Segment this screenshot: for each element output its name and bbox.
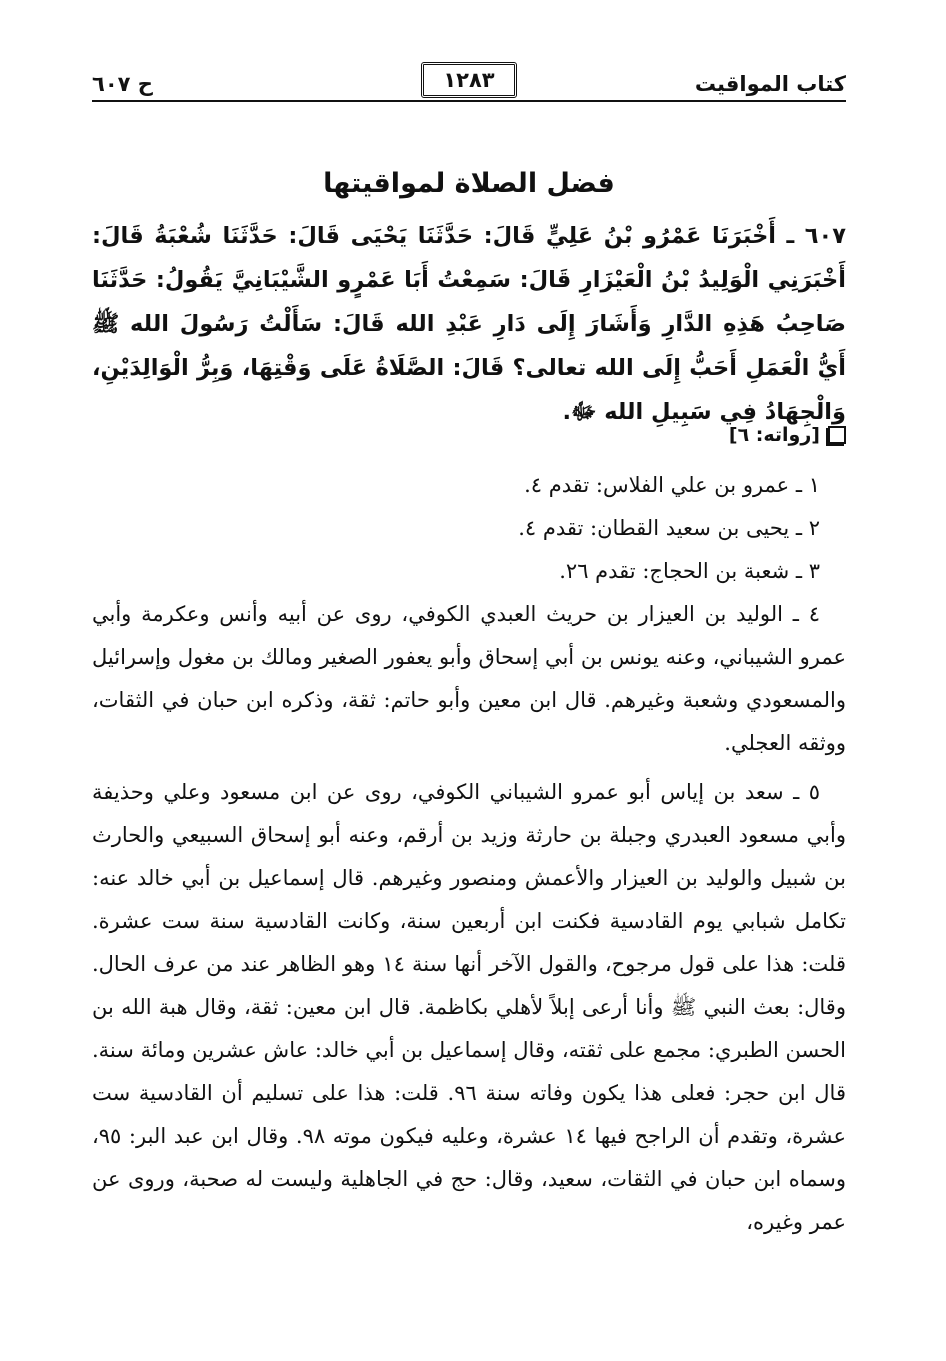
narrators-heading-label: [رواته: ٦] xyxy=(728,424,820,446)
narrators-heading xyxy=(729,424,846,446)
hadith-reference: ح ٦٠٧ xyxy=(92,72,153,96)
hadith-text: ٦٠٧ ـ أَخْبَرَنَا عَمْرُو بْنُ عَلِيٍّ قَالَ: حَدَّثَنَا يَحْيَى قَالَ: حَدَّثَنَا شُعْبَةُ قَالَ: أَخْبَرَنِي الْوَلِيدُ بْنُ الْعَيْزَارِ قَالَ: سَمِعْتُ أَبَا عَمْرٍو الشَّيْبَانِيَّ يَقُولُ: حَدَّثَنَا صَاحِبُ هَذِهِ الدَّارِ وَأَشَارَ إِلَى دَارِ عَبْدِ الله قَالَ: سَأَلْتُ رَسُولَ الله ﷺ أَيُّ الْعَمَلِ أَحَبُّ إِلَى الله تعالى؟ قَالَ: الصَّلَاةُ عَلَى وَقْتِهَا، وَبِرُّ الْوَالِدَيْنِ، وَالْجِهَادُ فِي سَبِيلِ الله ﷻ. xyxy=(92,223,846,425)
header-divider xyxy=(92,100,846,102)
checkbox-square-icon xyxy=(828,426,846,444)
narrator-paragraph: ٥ ـ سعد بن إياس أبو عمرو الشيباني الكوفي، روى عن ابن مسعود وعلي وحذيفة وأبي مسعود العبدري وجبلة بن حارثة وزيد بن أرقم، وعنه أبو إسحاق السبيعي والحارث بن شبيل والوليد بن العيزار والأعمش ومنصور وغيرهم. قال إسماعيل بن أبي خالد عنه: تكامل شبابي يوم القادسية فكنت ابن أربعين سنة، وكانت القادسية سنة ست عشرة. قلت: هذا على قول مرجوح، والقول الآخر أنها سنة ١٤ وهو الظاهر عند من عرف الحال. وقال: بعث النبي ﷺ وأنا أرعى إبلاً لأهلي بكاظمة. قال ابن معين: ثقة، وقال هبة الله بن الحسن الطبري: مجمع على ثقته، وقال إسماعيل بن أبي خالد: عاش عشرين ومائة سنة. قال ابن حجر: فعلى هذا يكون وفاته سنة ٩٦. قلت: هذا على تسليم أن القادسية ست عشرة، وتقدم أن الراجح فيها ١٤ عشرة، وعليه فيكون موته ٩٨. وقال ابن عبد البر: ٩٥، وسماه ابن حبان في الثقات، سعيد، وقال: حج في الجاهلية وليست له صحبة، وروى عن عمر وغيره، xyxy=(92,780,847,1234)
narrator-item: ٣ ـ شعبة بن الحجاج: تقدم ٢٦. xyxy=(559,559,820,583)
narrator-item: ٢ ـ يحيى بن سعيد القطان: تقدم ٤. xyxy=(518,516,820,540)
page-number-frame xyxy=(421,62,517,98)
narrator-item: ١ ـ عمرو بن علي الفلاس: تقدم ٤. xyxy=(524,473,820,497)
page-header xyxy=(92,62,846,110)
book-title: كتاب المواقيت xyxy=(694,72,846,96)
narrators-list xyxy=(92,464,846,1244)
section-title: فضل الصلاة لمواقيتها xyxy=(323,168,615,199)
page-number: ١٢٨٣ xyxy=(443,68,495,92)
narrator-paragraph: ٤ ـ الوليد بن العيزار بن حريث العبدي الكوفي، روى عن أبيه وأنس وعكرمة وأبي عمرو الشيباني، وعنه يونس بن أبي إسحاق وأبو يعفور الصغير ومالك بن مغول وإسرائيل والمسعودي وشعبة وغيرهم. قال ابن معين وأبو حاتم: ثقة، وذكره ابن حبان في الثقات، ووثقه العجلي. xyxy=(92,602,846,755)
